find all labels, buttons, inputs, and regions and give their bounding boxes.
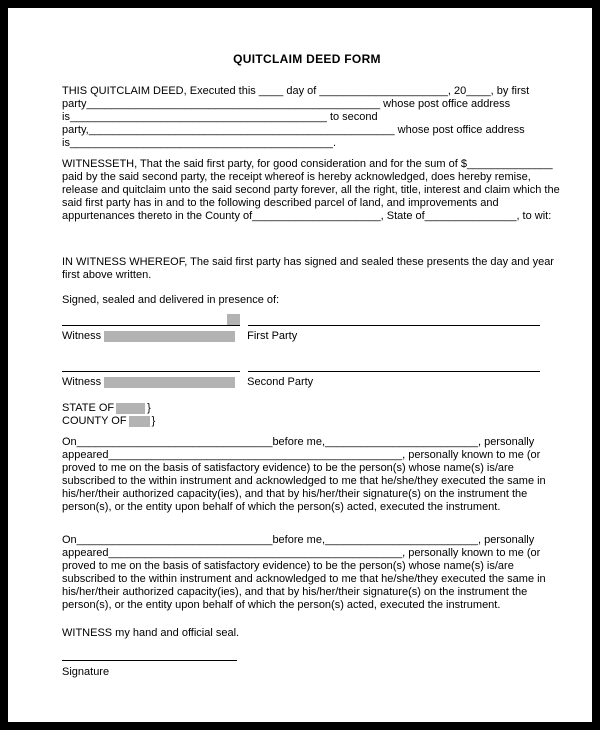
state-of-line bbox=[62, 402, 552, 415]
brace-glyph: } bbox=[147, 402, 151, 414]
state-of-label: STATE OF bbox=[62, 402, 115, 414]
text-line: first above written. bbox=[62, 269, 152, 281]
first-party-signature-line bbox=[248, 325, 540, 326]
text-line: is__________________________________________ to second bbox=[62, 111, 378, 123]
witness-label: Witness bbox=[62, 330, 102, 342]
redaction-box bbox=[129, 416, 150, 427]
signature-rules bbox=[62, 360, 552, 372]
text-line: person(s), or the entity upon behalf of which the person(s) acted, executed the instrument. bbox=[62, 599, 501, 611]
text-line: his/her/their authorized capacity(ies), and that by his/her/their signature(s) on the instrument the bbox=[62, 586, 528, 598]
text-line: proved to me on the basis of satisfactory evidence) to be the person(s) whose name(s) is/are bbox=[62, 560, 514, 572]
redaction-box bbox=[227, 314, 240, 325]
text-line: appeared________________________________________________, personally known to me (or bbox=[62, 547, 541, 559]
document-title: QUITCLAIM DEED FORM bbox=[233, 52, 381, 66]
in-witness-paragraph bbox=[62, 256, 552, 282]
document-page bbox=[8, 8, 592, 722]
text-line: is___________________________________________. bbox=[62, 137, 337, 149]
witness-signature-line bbox=[62, 371, 240, 372]
text-line: subscribed to the within instrument and acknowledged to me that he/she/they executed the same in bbox=[62, 573, 546, 585]
signature-caption-row bbox=[62, 330, 552, 343]
text-line: release and quitclaim unto the said second party forever, all the right, title, interest and claim which the bbox=[62, 184, 560, 196]
text-line: paid by the said second party, the receipt whereof is hereby acknowledged, does hereby remise, bbox=[62, 171, 531, 183]
county-of-line bbox=[62, 415, 552, 428]
presence-line: Signed, sealed and delivered in presence of: bbox=[62, 294, 280, 306]
notary-paragraph-2 bbox=[62, 534, 552, 612]
brace-glyph: } bbox=[151, 415, 156, 427]
witnesseth-paragraph bbox=[62, 158, 560, 223]
redaction-box bbox=[116, 403, 145, 414]
witness-seal-line: WITNESS my hand and official seal. bbox=[62, 627, 240, 639]
first-party-label: First Party bbox=[247, 330, 298, 342]
second-party-label: Second Party bbox=[247, 376, 314, 388]
text-line: THIS QUITCLAIM DEED, Executed this ____ day of _____________________, 20____, by first bbox=[62, 85, 530, 97]
second-party-signature-line bbox=[248, 371, 540, 372]
final-signature-block bbox=[62, 660, 552, 679]
text-line: On________________________________before me,_________________________, personally bbox=[62, 436, 535, 448]
text-line: party________________________________________________ whose post office address bbox=[62, 98, 511, 110]
signature-caption: Signature bbox=[62, 666, 110, 678]
opening-paragraph bbox=[62, 85, 552, 150]
venue-block bbox=[62, 402, 552, 428]
text-line: said first party has in and to the following described parcel of land, and improvements and bbox=[62, 197, 499, 209]
text-line: party,__________________________________________________ whose post office address bbox=[62, 124, 525, 136]
signature-line bbox=[62, 660, 237, 661]
redaction-box bbox=[104, 377, 235, 388]
text-line: IN WITNESS WHEREOF, The said first party has signed and sealed these presents the day and year bbox=[62, 256, 554, 268]
witness-signature-line bbox=[62, 325, 240, 326]
second-party-signature-block bbox=[62, 360, 552, 389]
redaction-box bbox=[104, 331, 235, 342]
first-party-signature-block bbox=[62, 314, 552, 343]
text-line: appurtenances thereto in the County of_____________________, State of_______________, to wit: bbox=[62, 210, 552, 222]
text-line: appeared________________________________________________, personally known to me (or bbox=[62, 449, 541, 461]
text-line: WITNESSETH, That the said first party, for good consideration and for the sum of $______________ bbox=[62, 158, 553, 170]
text-line: his/her/their authorized capacity(ies), and that by his/her/their signature(s) on the instrument the bbox=[62, 488, 528, 500]
text-line: person(s), or the entity upon behalf of which the person(s) acted, executed the instrument. bbox=[62, 501, 501, 513]
text-line: On________________________________before me,_________________________, personally bbox=[62, 534, 535, 546]
signature-rules bbox=[62, 314, 552, 326]
text-line: proved to me on the basis of satisfactory evidence) to be the person(s) whose name(s) is/are bbox=[62, 462, 514, 474]
witness-label: Witness bbox=[62, 376, 102, 388]
signature-caption-row bbox=[62, 376, 552, 389]
text-line: subscribed to the within instrument and acknowledged to me that he/she/they executed the same in bbox=[62, 475, 546, 487]
notary-paragraph-1 bbox=[62, 436, 552, 514]
county-of-label: COUNTY OF bbox=[62, 415, 127, 427]
